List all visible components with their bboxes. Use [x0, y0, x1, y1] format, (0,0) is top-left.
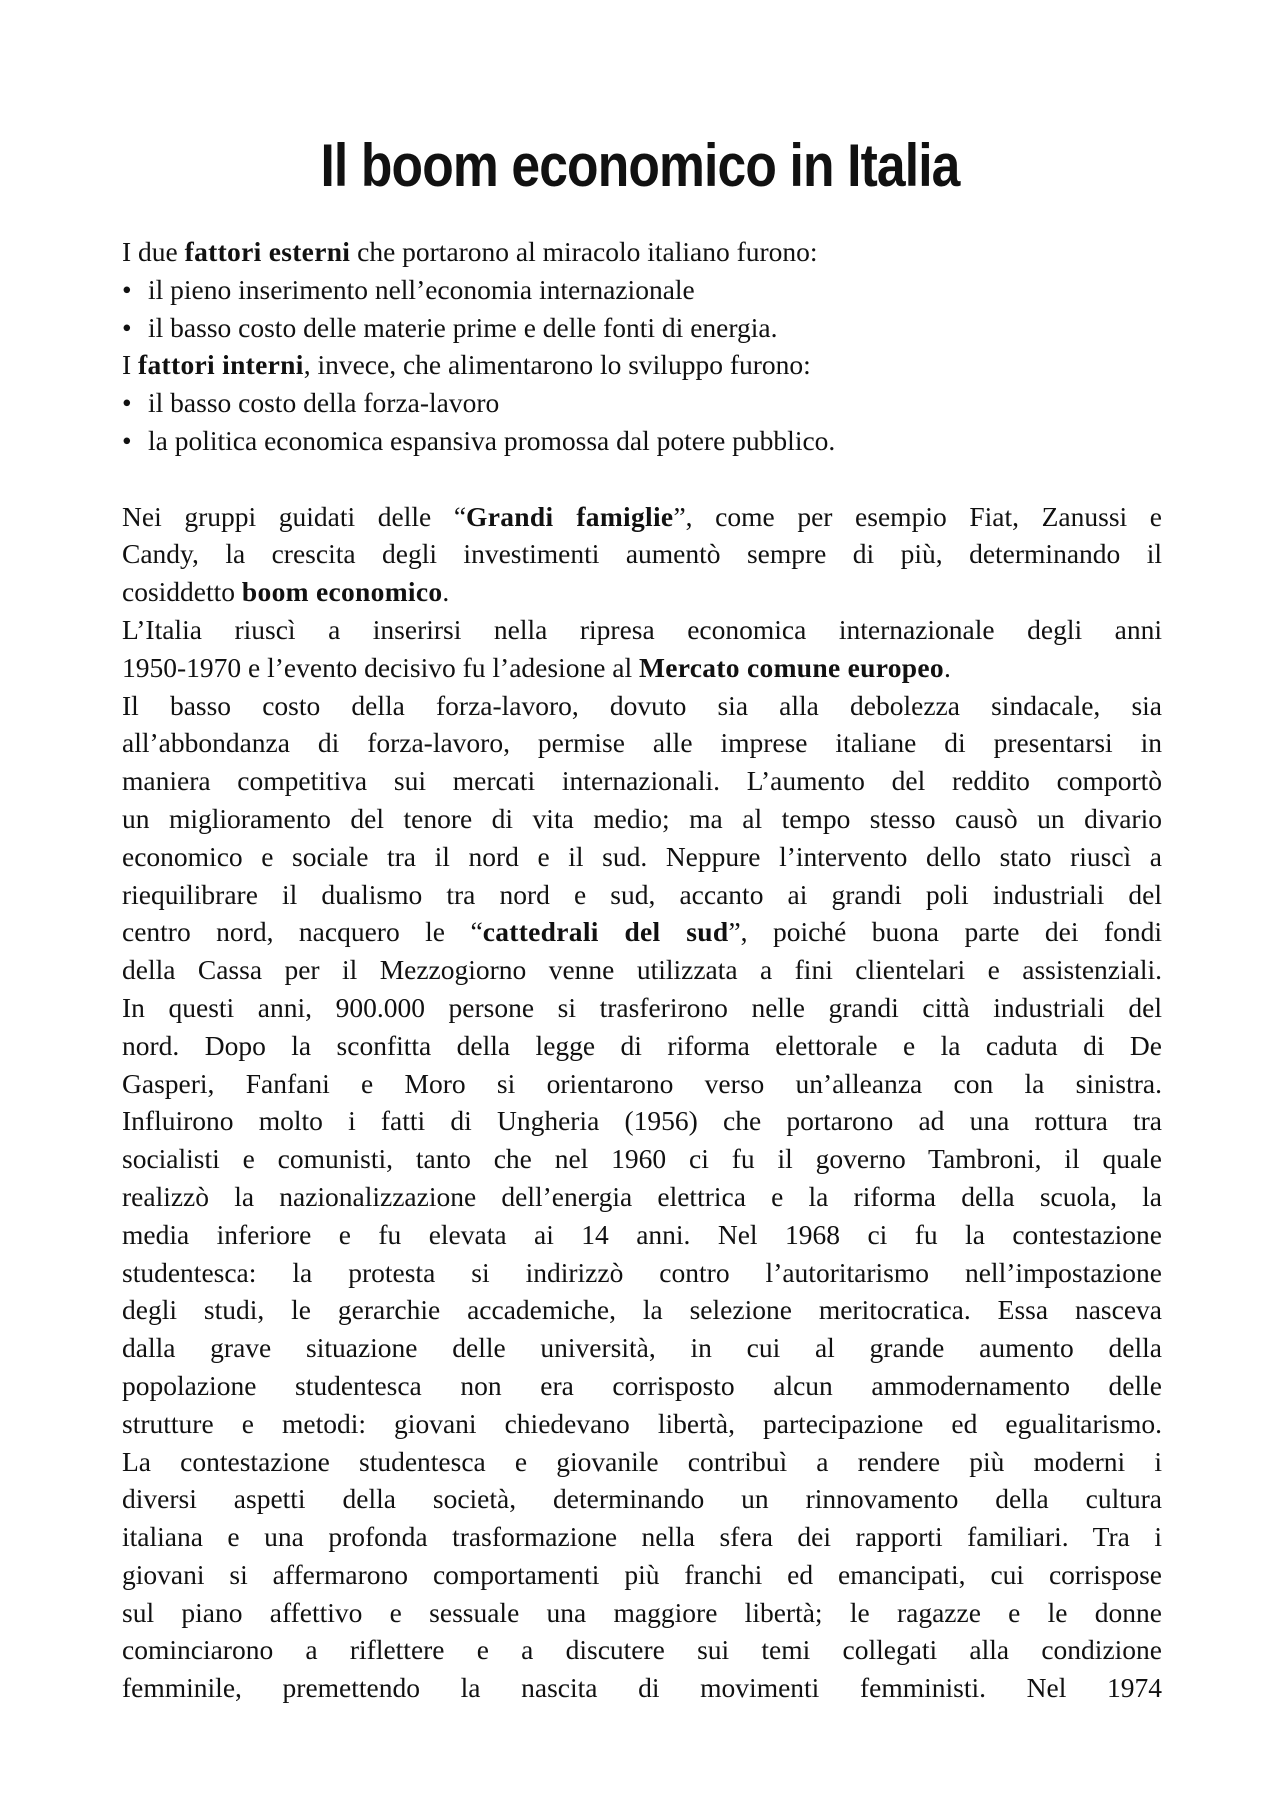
body-line: Candy, la crescita degli investimenti aumentò sempre di più, determinando il [122, 538, 1162, 570]
body-line: In questi anni, 900.000 persone si trasferirono nelle grandi città industriali del [122, 991, 1162, 1023]
body-line: riequilibrare il dualismo tra nord e sud, accanto ai grandi poli industriali del [122, 878, 1162, 910]
body-line: socialisti e comunisti, tanto che nel 1960 ci fu il governo Tambroni, il quale [122, 1143, 1162, 1175]
document-body [122, 233, 1162, 1707]
bold-term-grandi-famiglie: Grandi famiglie [466, 500, 674, 532]
paragraph-gap [122, 460, 1162, 498]
intro-line-internal [122, 346, 1162, 384]
text-run: I due [122, 236, 185, 267]
bullet-icon: • [122, 424, 132, 456]
bold-term-cattedrali-del-sud: cattedrali del sud [482, 916, 729, 948]
list-item [122, 271, 1162, 309]
bullet-icon: • [122, 273, 132, 305]
body-line: L’Italia riuscì a inserirsi nella ripresa economica internazionale degli anni [122, 613, 1162, 645]
text-run: Nei gruppi guidati delle “ [122, 500, 467, 532]
bullet-icon: • [122, 311, 132, 343]
text-run: ”, poiché buona parte dei fondi [728, 916, 1162, 948]
body-line: maniera competitiva sui mercati internazionali. L’aumento del reddito comportò [122, 765, 1162, 797]
text-run: , invece, che alimentarono lo sviluppo furono: [303, 349, 811, 381]
bold-term-boom-economico: boom economico [241, 576, 443, 608]
list-item-text: il basso costo della forza-lavoro [148, 387, 500, 419]
body-line: della Cassa per il Mezzogiorno venne utilizzata a fini clientelari e assistenziali. [122, 954, 1162, 986]
list-item-text: il basso costo delle materie prime e delle fonti di energia. [148, 311, 778, 343]
body-line: nord. Dopo la sconfitta della legge di riforma elettorale e la caduta di De [122, 1029, 1162, 1061]
bullet-icon: • [122, 387, 132, 419]
list-item [122, 384, 1162, 422]
body-line: italiana e una profonda trasformazione nella sfera dei rapporti familiari. Tra i [122, 1521, 1162, 1553]
body-line: economico e sociale tra il nord e il sud. Neppure l’intervento dello stato riuscì a [122, 840, 1162, 872]
body-line: diversi aspetti della società, determinando un rinnovamento della cultura [122, 1483, 1162, 1515]
body-line: strutture e metodi: giovani chiedevano libertà, partecipazione ed egualitarismo. [122, 1407, 1162, 1439]
body-line: Il basso costo della forza-lavoro, dovuto sia alla debolezza sindacale, sia [122, 689, 1162, 721]
body-line [122, 573, 1162, 611]
text-run: cosiddetto [122, 576, 242, 608]
text-run: 1950-1970 e l’evento decisivo fu l’adesione al [122, 651, 639, 683]
list-item [122, 309, 1162, 347]
page-title: Il boom economico in Italia [320, 132, 960, 199]
body-line: media inferiore e fu elevata ai 14 anni. Nel 1968 ci fu la contestazione [122, 1218, 1162, 1250]
bold-term-mercato-comune-europeo: Mercato comune europeo [639, 651, 944, 683]
bold-term-fattori-interni: fattori interni [138, 349, 304, 381]
body-line: Influirono molto i fatti di Ungheria (1956) che portarono ad una rottura tra [122, 1105, 1162, 1137]
text-run: . [943, 651, 951, 683]
body-line [122, 649, 1162, 687]
text-run: ”, come per esempio Fiat, Zanussi e [673, 500, 1162, 532]
body-line: popolazione studentesca non era corrisposto alcun ammodernamento delle [122, 1369, 1162, 1401]
body-line: degli studi, le gerarchie accademiche, la selezione meritocratica. Essa nasceva [122, 1294, 1162, 1326]
body-line: giovani si affermarono comportamenti più franchi ed emancipati, cui corrispose [122, 1558, 1162, 1590]
list-item-text: la politica economica espansiva promossa dal potere pubblico. [148, 424, 836, 456]
text-run: che portarono al miracolo italiano furono: [350, 236, 818, 267]
text-run: . [442, 576, 450, 608]
body-line: all’abbondanza di forza-lavoro, permise alle imprese italiane di presentarsi in [122, 727, 1162, 759]
list-item-text: il pieno inserimento nell’economia internazionale [148, 273, 695, 305]
text-run: I [122, 349, 139, 381]
body-line: realizzò la nazionalizzazione dell’energia elettrica e la riforma della scuola, la [122, 1180, 1162, 1212]
body-line: Gasperi, Fanfani e Moro si orientarono verso un’alleanza con la sinistra. [122, 1067, 1162, 1099]
text-run: centro nord, nacquero le “ [122, 916, 483, 948]
body-line: un miglioramento del tenore di vita medio; ma al tempo stesso causò un divario [122, 802, 1162, 834]
bold-term-fattori-esterni: fattori esterni [184, 236, 351, 267]
body-line: dalla grave situazione delle università, in cui al grande aumento della [122, 1332, 1162, 1364]
body-line [122, 498, 1162, 536]
body-line: studentesca: la protesta si indirizzò contro l’autoritarismo nell’impostazione [122, 1256, 1162, 1288]
list-item [122, 422, 1162, 460]
intro-line-external [122, 233, 1162, 271]
body-line: La contestazione studentesca e giovanile contribuì a rendere più moderni i [122, 1445, 1162, 1477]
body-line [122, 913, 1162, 951]
body-line: cominciarono a riflettere e a discutere sui temi collegati alla condizione [122, 1634, 1162, 1666]
body-line: femminile, premettendo la nascita di movimenti femministi. Nel 1974 [122, 1672, 1162, 1704]
body-line: sul piano affettivo e sessuale una maggiore libertà; le ragazze e le donne [122, 1596, 1162, 1628]
